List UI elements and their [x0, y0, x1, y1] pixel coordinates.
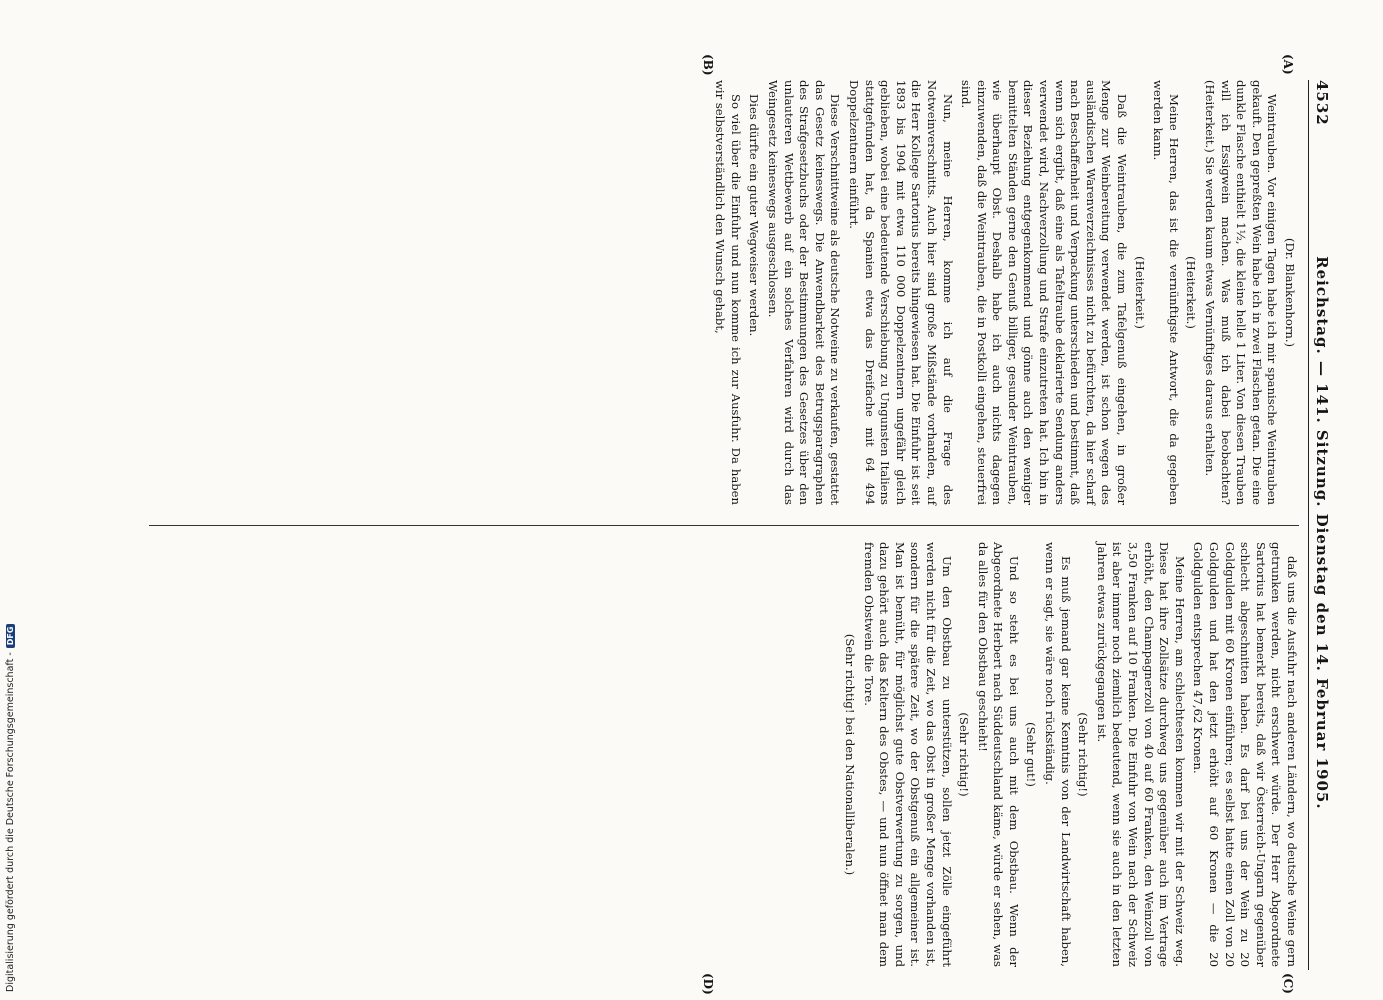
interjection: (Sehr richtig!): [1076, 712, 1091, 797]
interjection: (Sehr richtig!): [957, 712, 972, 797]
interjection: (Sehr richtig! bei den Nationalliberalen.): [842, 633, 857, 876]
paragraph: Um den Obstbau zu unterstützen, sollen jetzt Zölle eingeführt werden nicht für die Zeit, wo das Obst in großer Menge vorhanden ist, sondern für die spätere Zeit, wo der Obstgenuß ein allgemeiner ist. Man ist bemüht, für möglichst gute Obstverwertung zu sorgen, und dazu gehört auch das Keltern des Obstes, — und nun öffnet man dem fremden Obstwein die Tore.: [861, 542, 954, 967]
page-number: 4532: [1313, 80, 1331, 126]
interjection: (Heiterkeit.): [1132, 256, 1147, 329]
paragraph: Dies dürfte ein guter Wegweiser werden.: [747, 94, 762, 337]
margin-marker-d: (D): [701, 973, 715, 995]
margin-marker-b: (B): [701, 54, 715, 76]
paragraph: Meine Herren, das ist die vernünftigste Antwort, die da gegeben werden kann.: [1151, 80, 1181, 505]
page-header: [1308, 80, 1335, 970]
margin-marker-c: (C): [1281, 973, 1295, 994]
paragraph: Diese Verschnittweine als deutsche Notweine zu verkaufen, gestattet das Gesetz keineswegs. Die Anwendbarkeit des Betrugsparagraphen des Strafgesetzbuchs oder der Bestimmungen des Gesetzes über den unlauteren Wettbewerb auf ein solches Verfahren wird durch das Weingesetz keineswegs ausgeschlossen.: [766, 80, 843, 505]
speaker-name: (Dr. Blankenhorn.): [1283, 237, 1297, 348]
rotated-content: [85, 54, 1335, 995]
paragraph: Daß die Weintrauben, die zum Tafelgenuß eingehen, in großer Menge zur Weinbereitung verwendet werden, ist schon wegen des ausländischen Warenverzeichnisses nicht zu befürchten, da hier scharf nach Beschaffenheit und Verpackung unterschieden und bestimmt, daß wenn sich ergibt, daß eine als Tafeltraube deklarierte Sendung anders verwendet wird, Nachverzollung und Strafe einzutreten hat. Ich bin in dieser Beziehung entgegenkommend und gönne auch den weniger bemittelten Ständen gerne den Genuß billiger, gesunder Weintrauben, wie überhaupt Obst. Deshalb habe ich auch nichts dagegen einzuwenden, daß die Weintrauben, die in Postkolli eingehen, steuerfrei sind.: [959, 80, 1130, 505]
digitization-credit: [5, 624, 16, 992]
paragraph: Meine Herren, am schlechtesten kommen wir mit der Schweiz weg. Diese hat ihre Zollsätze durchweg uns gegenüber auch im Vertrage erhöht, den Champagnerzoll von 40 auf 60 Franken, den Weinzoll von 3,50 Franken auf 10 Franken. Die Einfuhr von Wein nach der Schweiz ist aber immer noch ziemlich bedeutend, wenn sie auch in den letzten Jahren etwas zurückgegangen ist.: [1094, 542, 1187, 967]
column-divider: [149, 525, 1299, 526]
left-column: [709, 80, 1299, 505]
paragraph: daß uns die Ausfuhr nach anderen Ländern, wo deutsche Weine gern getrunken werden, nicht erschwert würde. Der Herr Abgeordnete Sartorius hat bemerkt bereits, daß wir Österreich-Ungarn gegenüber schlecht abgeschnitten haben. Es darf bei uns der Wein zu 20 Goldgulden mit 60 Kronen einführen; es selbst hatte einen Zoll von 20 Goldgulden und hat den jetzt erhöht auf 60 Kronen — die 20 Goldgulden entsprechen 47,62 Kronen.: [1191, 542, 1299, 967]
credit-text: Digitalisierung gefördert durch die Deutsche Forschungsgemeinschaft -: [5, 652, 16, 992]
header-title: Reichstag. — 141. Sitzung. Dienstag den 14. Februar 1905.: [1313, 256, 1331, 810]
interjection: (Heiterkeit.): [1184, 256, 1199, 329]
paragraph: Weintrauben. Vor einigen Tagen habe ich mir spanische Weintrauben gekauft. Den gepreßten Wein habe ich in zwei Flaschen getan. Die eine dunkle Flasche enthielt 1½, die kleine helle 1 Liter. Von diesen Trauben will ich Essigwein machen. Was muß ich dabei beobachten? (Heiterkeit.) Sie werden kaum etwas Vernünftiges daraus erhalten.: [1203, 80, 1280, 505]
paragraph: Nun, meine Herren, komme ich auf die Frage des Notweinverschnitts. Auch hier sind große Mißstände vorhanden, auf die Herr Kollege Sartorius bereits hingewiesen hat. Die Einfuhr ist seit 1893 bis 1904 mit etwa 110 000 Doppelzentnern ungefähr gleich geblieben, wobei eine bedeutende Verschiebung zu Ungunsten Italiens stattgefunden hat, da Spanien etwa das Dreifache mit 64 494 Doppelzentnern einführt.: [846, 80, 955, 505]
paragraph: So viel über die Einfuhr und nun komme ich zur Ausfuhr. Da haben wir selbstverständlich den Wunsch gehabt,: [713, 80, 743, 505]
margin-marker-a: (A): [1281, 54, 1295, 75]
paragraph: Und so steht es bei uns auch mit dem Obstbau. Wenn der Abgeordnete Herbert nach Süddeutschland käme, würde er sehen, was da alles für den Obstbau geschieht!: [975, 542, 1021, 967]
dfg-logo: DFG: [6, 624, 15, 649]
right-column: [839, 542, 1299, 967]
interjection: (Sehr gut!): [1024, 722, 1039, 787]
paragraph: Es muß jemand gar keine Kenntnis von der Landwirtschaft haben, wenn er sagt, sie wäre noch rückständig.: [1043, 542, 1073, 967]
